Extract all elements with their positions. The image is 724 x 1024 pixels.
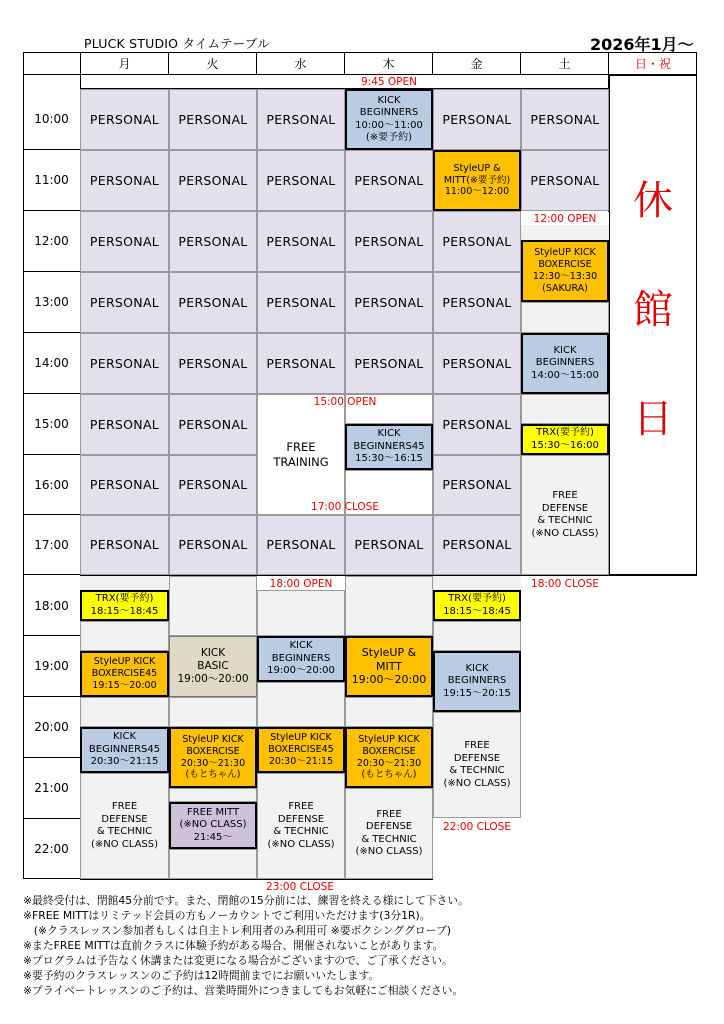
personal-slot: PERSONAL [169,455,257,515]
class-thu-kick-beginners45[interactable] [345,424,433,470]
sat-blank-slot [521,302,609,333]
class-line: DEFENSE [541,502,589,514]
class-line: (もとちゃん) [361,769,417,781]
class-line: (SAKURA) [542,282,588,294]
time-label: 12:00 [23,211,80,272]
personal-slot: PERSONAL [521,150,609,211]
personal-slot: PERSONAL [80,89,169,150]
personal-slot: PERSONAL [257,333,345,394]
class-line: BEGINNERS45 [88,743,161,755]
class-line: 20:30～21:30 [180,757,246,769]
class-tue-styleup[interactable] [169,727,257,788]
class-line: 19:15～20:00 [92,679,157,691]
studio-title: PLUCK STUDIO タイムテーブル [84,36,270,51]
class-line: StyleUP KICK [358,733,420,745]
class-line: 18:15～18:45 [443,605,511,617]
personal-slot: PERSONAL [433,394,521,455]
personal-slot: PERSONAL [80,211,169,272]
open-label-sat: 12:00 OPEN [521,212,609,225]
day-fri: 金 [433,53,521,75]
class-line: MITT [376,659,402,673]
class-line: DEFENSE [101,813,148,825]
personal-slot: PERSONAL [345,515,433,575]
personal-slot: PERSONAL [169,150,257,211]
class-line: StyleUP KICK [534,247,596,259]
class-line: StyleUP KICK [270,732,332,744]
thu-free-defense [345,788,433,879]
mon-blank-slot [80,621,169,651]
class-line: BOXERCISE [538,259,592,271]
close-label-fri-22: 22:00 CLOSE [433,820,521,833]
sat-blank-slot [521,394,609,424]
time-label: 21:00 [23,758,80,819]
class-line: BEGINNERS [535,357,595,369]
class-line: KICK [289,640,313,652]
personal-slot: PERSONAL [257,89,345,150]
class-line: KICK [553,344,577,356]
personal-slot: PERSONAL [433,455,521,515]
time-label: 14:00 [23,333,80,394]
note-line: ※またFREE MITTは直前クラスに体験予約がある場合、開催されないことがあります。 [23,939,444,952]
free-training-line: FREE [286,440,316,455]
open-label-thu: 9:45 OPEN [345,75,433,88]
time-label: 16:00 [23,455,80,515]
personal-slot: PERSONAL [169,272,257,333]
fri-blank-slot [433,576,521,590]
note-line: (※クラスレッスン参加者もしくは自主トレ利用者のみ利用可 ※要ボクシンググローブ) [23,924,451,937]
note-line: ※最終受付は、閉館45分前です。また、閉館の15分前には、練習を終える様にして下さい。 [23,894,469,907]
class-sat-styleup-kick[interactable] [521,240,609,302]
tue-blank-slot [169,849,257,879]
day-wed: 水 [257,53,345,75]
class-thu-styleup-mitt[interactable] [345,636,433,697]
day-sat: 土 [521,53,609,75]
class-line: BEGINNERS [271,652,331,664]
class-line: FREE MITT [186,806,240,818]
closed-char: 館 [633,286,673,333]
class-line: BOXERCISE45 [91,668,158,680]
class-line: 19:00～20:00 [351,673,427,687]
time-label: 18:00 [23,576,80,636]
note-line: ※要予約のクラスレッスンのご予約は12時間前までにお願いいたします。 [23,969,380,982]
class-line: 12:30～13:30 [532,271,598,282]
closed-day-column [609,75,697,575]
personal-slot: PERSONAL [433,272,521,333]
class-line: BEGINNERS45 [353,440,425,452]
closed-col-bottom [609,575,697,576]
class-line: StyleUP & [361,645,417,659]
class-line: & TECHNIC [449,765,505,776]
personal-slot: PERSONAL [345,211,433,272]
class-line: BEGINNERS [447,675,507,687]
sat-free-defense [521,455,609,575]
personal-slot: PERSONAL [169,89,257,150]
sat-blank-slot [521,225,609,240]
free-training-line: TRAINING [273,454,329,469]
class-line: MITT(※要予約) [443,174,511,186]
time-label: 11:00 [23,150,80,211]
class-line: 15:30～16:15 [355,453,423,465]
class-line: 19:00～20:00 [177,673,249,686]
class-line: 11:00～12:00 [444,186,510,198]
thu-blank-slot [345,697,433,727]
close-label-23: 23:00 CLOSE [266,880,334,893]
day-tue: 火 [169,53,257,75]
class-line: 20:30～21:15 [90,756,159,768]
class-fri-styleup-mitt[interactable] [433,150,521,211]
class-line: FREE [376,808,402,820]
class-line: 19:00～20:00 [267,665,335,677]
personal-slot: PERSONAL [80,333,169,394]
personal-slot: PERSONAL [169,394,257,455]
fri-free-defense [433,712,521,818]
closed-char: 日 [633,396,673,443]
class-line: (※NO CLASS) [90,838,159,850]
class-line: DEFENSE [453,752,501,764]
class-line: (※NO CLASS) [179,819,247,831]
class-fri-trx[interactable] [433,590,521,621]
time-label: 17:00 [23,515,80,575]
class-line: 21:45～ [193,831,233,843]
mon-blank-slot [80,697,169,727]
class-line: DEFENSE [365,821,413,832]
class-mon-styleup[interactable] [80,651,169,697]
class-line: (※NO CLASS) [531,527,599,539]
class-line: & TECHNIC [537,515,593,526]
time-label: 20:00 [23,697,80,758]
close-label-wed-17: 17:00 CLOSE [311,500,379,513]
free-training-block [257,394,345,515]
time-label: 22:00 [34,842,69,856]
personal-slot: PERSONAL [433,89,521,150]
open-label-wed-15: 15:00 OPEN [313,395,377,408]
class-line: KICK [377,428,401,440]
class-thu-styleup[interactable] [345,727,433,788]
class-line: 15:30～16:00 [531,439,599,451]
class-line: & TECHNIC [273,826,329,837]
class-tue-free-mitt[interactable] [169,802,257,849]
class-line: & TECHNIC [361,833,417,845]
personal-slot: PERSONAL [345,272,433,333]
personal-slot: PERSONAL [257,211,345,272]
class-tue-kick-basic[interactable] [169,636,257,697]
tue-blank-slot [169,788,257,802]
class-line: 10:00～11:00 [355,119,423,131]
class-line: (※要予約) [365,132,413,143]
day-sun-holiday: 日・祝 [609,53,697,75]
personal-slot: PERSONAL [80,455,169,515]
time-label: 10:00 [23,89,80,150]
class-line: KICK [465,662,489,674]
personal-slot: PERSONAL [257,272,345,333]
personal-slot: PERSONAL [257,150,345,211]
personal-slot: PERSONAL [433,333,521,394]
fri-blank-slot [433,621,521,651]
class-mon-trx[interactable] [80,590,169,621]
personal-slot: PERSONAL [80,394,169,455]
class-line: StyleUP KICK [93,656,156,668]
day-thu: 木 [345,53,433,75]
class-line: KICK [112,731,137,743]
note-line: ※プライベートレッスンのご予約は、営業時間外につきましてもお気軽にご相談ください。 [23,984,464,997]
note-line: ※FREE MITTはリミテッド会員の方もノーカウントでご利用いただけます(3分1R)。 [23,909,431,922]
class-sat-kick-beginners[interactable] [521,333,609,394]
wed-blank-slot [257,590,345,636]
personal-slot: PERSONAL [257,515,345,575]
time-label: 15:00 [23,394,80,455]
class-sat-trx[interactable] [521,424,609,455]
personal-slot: PERSONAL [521,89,609,150]
class-line: TRX(要予約) [95,593,154,604]
personal-slot: PERSONAL [80,150,169,211]
tue-blank-slot [169,697,257,727]
class-wed-styleup45[interactable] [257,727,345,773]
personal-slot: PERSONAL [433,515,521,575]
wed-blank-slot [257,682,345,727]
class-line: FREE [552,490,578,501]
class-line: (※NO CLASS) [355,846,423,857]
class-line: BEGINNERS [359,107,419,118]
day-mon: 月 [80,53,169,75]
class-line: 18:15～18:45 [90,605,159,617]
class-line: 14:00～15:00 [531,369,599,381]
personal-slot: PERSONAL [169,211,257,272]
wed-free-defense [257,773,345,879]
personal-slot: PERSONAL [345,150,433,211]
mon-free-defense [80,773,169,879]
close-label-sat-18: 18:00 CLOSE [521,577,609,590]
personal-slot: PERSONAL [80,272,169,333]
personal-slot: PERSONAL [433,211,521,272]
class-mon-kick-beginners45[interactable] [80,727,169,773]
class-line: DEFENSE [277,813,325,825]
class-line: (※NO CLASS) [267,838,335,850]
personal-slot: PERSONAL [80,515,169,575]
class-line: BOXERCISE45 [268,744,334,756]
class-thu-kick-beginners[interactable] [345,89,433,150]
notes [23,893,713,998]
class-line: BOXERCISE [362,745,416,757]
class-line: BOXERCISE [186,745,240,757]
personal-slot: PERSONAL [345,333,433,394]
class-line: 20:30～21:30 [356,757,422,769]
class-line: & TECHNIC [96,826,153,837]
class-line: KICK [200,646,226,659]
class-line: 20:30～21:15 [268,755,334,767]
class-line: FREE [464,740,490,751]
class-line: TRX(要予約) [536,427,594,438]
class-line: BASIC [197,659,229,672]
class-line: FREE [111,801,138,812]
class-line: FREE [288,801,314,812]
class-line: StyleUP & [453,162,501,174]
class-line: (もとちゃん) [185,769,241,781]
thu-blank-slot [345,576,433,636]
class-line: (※NO CLASS) [443,777,511,789]
personal-slot: PERSONAL [169,333,257,394]
mon-blank-slot [80,576,169,590]
personal-slot: PERSONAL [169,515,257,575]
class-line: KICK [377,94,401,106]
tue-blank-slot [169,576,257,636]
class-fri-kick-beginners[interactable] [433,651,521,712]
class-line: StyleUP KICK [182,733,244,745]
class-wed-kick-beginners[interactable] [257,636,345,682]
note-line: ※プログラムは予告なく休講または変更になる場合がございますので、ご了承ください。 [23,954,453,967]
open-label-evening: 18:00 OPEN [257,577,345,590]
time-label: 19:00 [23,636,80,697]
class-line: TRX(要予約) [448,593,506,604]
class-line: 19:15～20:15 [443,687,511,699]
month-title: 2026年1月～ [590,35,694,54]
closed-char: 休 [633,177,673,224]
time-label: 13:00 [23,272,80,333]
